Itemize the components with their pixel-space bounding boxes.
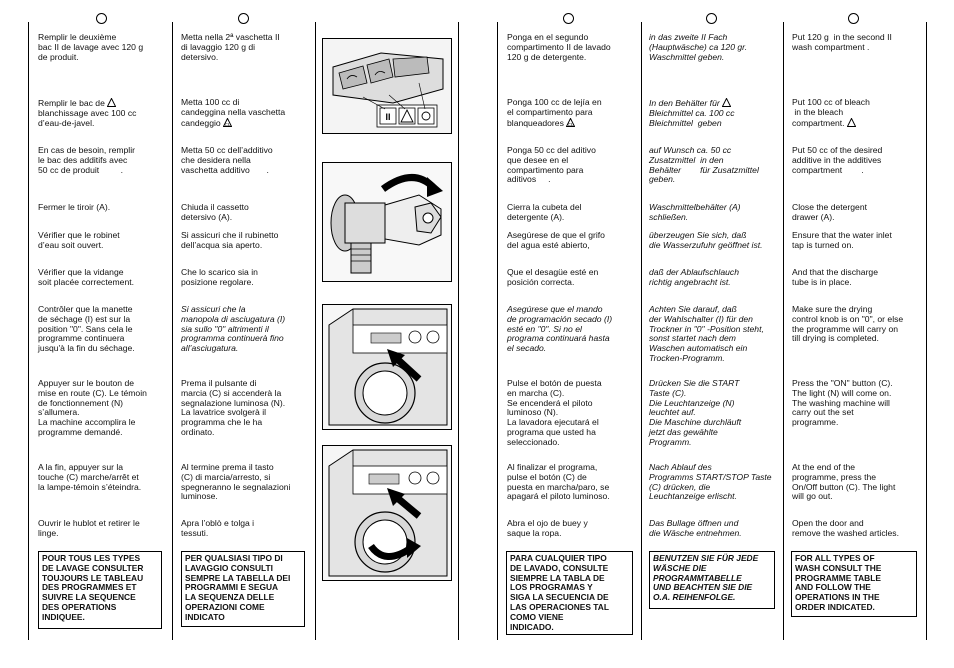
en-step-open-door: Open the door and remove the washed articles. bbox=[792, 518, 899, 538]
column-divider bbox=[28, 22, 29, 640]
it-step-detergent: Metta nella 2ª vaschetta II di lavaggio 120 g di detersivo. bbox=[181, 32, 280, 62]
fr-step-close-drawer: Fermer le tiroir (A). bbox=[38, 202, 111, 212]
es-step-bleach-text: Ponga 100 cc de lejía en el compartimento para blanqueadores bbox=[507, 97, 602, 128]
it-step-open-door: Apra l’oblò e tolga i tessuti. bbox=[181, 518, 255, 538]
fr-step-bleach-a: Remplir le bac de bbox=[38, 98, 108, 108]
fr-step-additive: En cas de besoin, remplir le bac des additifs avec 50 cc de produit . bbox=[38, 145, 135, 175]
it-programme-notice: PER QUALSIASI TIPO DI LAVAGGIO CONSULTI SEMPRE LA TABELLA DEI PROGRAMMI E SEGUA LA SEQUENZA DELLE OPERAZIONI COME INDICATO bbox=[181, 551, 305, 627]
it-step-bleach-text: Metta 100 cc di candeggina nella vaschetta candeggio bbox=[181, 97, 286, 128]
es-programme-notice: PARA CUALQUIER TIPO DE LAVADO, CONSULTE SIEMPRE LA TABLA DE LOS PROGRAMAS Y SIGA LA SECUENCIA DE LAS OPERACIONES TAL COMO VIENE INDICADO. bbox=[506, 551, 633, 635]
es-step-detergent: Ponga en el segundo compartimento II de lavado 120 g de detergente. bbox=[507, 32, 611, 62]
fr-step-end: A la fin, appuyer sur la touche (C) marche/arrêt et la lampe-témoin s’éteindra. bbox=[38, 462, 142, 492]
bleach-triangle-icon bbox=[566, 118, 575, 127]
en-step-additive: Put 50 cc of the desired additive in the additives compartment . bbox=[792, 145, 883, 175]
es-step-end: Al finalizar el programa, pulse el botón (C) de puesta en marcha/paro, se apagará el piloto luminoso. bbox=[507, 462, 610, 502]
de-step-close-drawer: Waschmittelbehälter (A) schließen. bbox=[649, 202, 741, 222]
fr-step-bleach bbox=[38, 98, 136, 128]
machine-start-drawing bbox=[323, 305, 451, 429]
de-step-bleach-a: In den Behälter für bbox=[649, 98, 723, 108]
machine-door-drawing bbox=[323, 446, 451, 580]
en-step-drain: And that the discharge tube is in place. bbox=[792, 267, 878, 287]
column-divider bbox=[641, 22, 642, 640]
machine-door-illustration bbox=[322, 445, 452, 581]
language-marker-de bbox=[706, 13, 717, 24]
en-step-start: Press the "ON" button (C). The light (N) will come on. The washing machine will carry out the set programme. bbox=[792, 378, 893, 428]
en-step-bleach bbox=[792, 98, 870, 128]
bleach-triangle-icon bbox=[107, 98, 116, 107]
en-programme-notice: FOR ALL TYPES OF WASH CONSULT THE PROGRAMME TABLE AND FOLLOW THE OPERATIONS IN THE ORDER INDICATED. bbox=[791, 551, 917, 617]
column-divider bbox=[315, 22, 316, 640]
de-step-detergent: in das zweite II Fach (Hauptwäsche) ca 120 gr. Waschmittel geben. bbox=[649, 32, 748, 62]
it-step-drying-knob: Si assicuri che la manopola di asciugatura (I) sia sullo "0" altrimenti il programma continuerà fino all’asciugatura. bbox=[181, 304, 286, 354]
it-step-drain: Che lo scarico sia in posizione regolare. bbox=[181, 267, 258, 287]
fr-step-bleach-b: blanchissage avec 100 cc d’eau-de-javel. bbox=[38, 107, 137, 128]
de-step-water-tap: überzeugen Sie sich, daß die Wasserzufuhr geöffnet ist. bbox=[649, 230, 763, 250]
de-step-additive: auf Wunsch ca. 50 cc Zusatzmittel in den Behälter für Zusatzmittel geben. bbox=[649, 145, 759, 185]
de-step-end: Nach Ablauf des Programms START/STOP Taste (C) drücken, die Leuchtanzeige erlischt. bbox=[649, 462, 772, 502]
bleach-triangle-icon bbox=[722, 98, 731, 107]
de-step-drying-knob: Achten Sie darauf, daß der Wahlschalter (I) für den Trockner in "0" -Position steht, sonst startet nach dem Waschen automatisch ein Trocken-Programm. bbox=[649, 304, 764, 363]
svg-text:CL: CL bbox=[224, 121, 231, 127]
column-divider bbox=[172, 22, 173, 640]
fr-step-start: Appuyer sur le bouton de mise en route (C). Le témoin de fonctionnement (N) s’allumera. La machine accomplira le programme demandé. bbox=[38, 378, 147, 437]
de-step-start: Drücken Sie die START Taste (C). Die Leuchtanzeige (N) leuchtet auf. Die Maschine durchläuft jetzt das gewählte Programm. bbox=[649, 378, 742, 447]
en-step-bleach-text: Put 100 cc of bleach in the bleach compartment. bbox=[792, 97, 870, 128]
es-step-drying-knob: Asegúrese que el mando de programación secado (I) esté en "0". Si no el programa continuará hasta el secado. bbox=[507, 304, 613, 354]
es-step-close-drawer: Cierra la cubeta del detergente (A). bbox=[507, 202, 582, 222]
bleach-triangle-icon bbox=[223, 118, 232, 127]
en-step-water-tap: Ensure that the water inlet tap is turned on. bbox=[792, 230, 892, 250]
it-step-start: Prema il pulsante di marcia (C) si accenderà la segnalazione luminosa (N). La lavatrice svolgerà il programma che le ha ordinato. bbox=[181, 378, 286, 437]
drawer-label-ii: II bbox=[385, 112, 391, 122]
water-tap-illustration bbox=[322, 162, 452, 282]
es-step-water-tap: Asegúrese de que el grifo del agua esté abierto, bbox=[507, 230, 605, 250]
fr-step-water-tap: Vérifier que le robinet d’eau soit ouvert. bbox=[38, 230, 120, 250]
it-step-water-tap: Si assicuri che il rubinetto dell’acqua sia aperto. bbox=[181, 230, 279, 250]
column-divider bbox=[783, 22, 784, 640]
fr-step-open-door: Ouvrir le hublot et retirer le linge. bbox=[38, 518, 140, 538]
language-marker-es bbox=[563, 13, 574, 24]
column-divider bbox=[497, 22, 498, 640]
column-divider bbox=[926, 22, 927, 640]
fr-step-drain: Vérifier que la vidange soit placée correctement. bbox=[38, 267, 135, 287]
it-step-close-drawer: Chiuda il cassetto detersivo (A). bbox=[181, 202, 249, 222]
es-step-bleach bbox=[507, 98, 602, 128]
it-step-end: Al termine prema il tasto (C) di marcia/arresto, si spegneranno le segnalazioni luminose. bbox=[181, 462, 291, 502]
it-step-bleach bbox=[181, 98, 285, 128]
en-step-drying-knob: Make sure the drying control knob is on "0", or else the programme will carry on till drying is completed. bbox=[792, 304, 904, 344]
fr-step-detergent: Remplir le deuxième bac II de lavage avec 120 g de produit. bbox=[38, 32, 144, 62]
en-step-end: At the end of the programme, press the On/Off button (C). The light will go out. bbox=[792, 462, 896, 502]
svg-text:CL: CL bbox=[567, 121, 574, 127]
language-marker-it bbox=[238, 13, 249, 24]
fr-programme-notice: POUR TOUS LES TYPES DE LAVAGE CONSULTER TOUJOURS LE TABLEAU DES PROGRAMMES ET SUIVRE LA SEQUENCE DES OPERATIONS INDIQUEE. bbox=[38, 551, 162, 629]
fr-step-drying-knob: Contrôler que la manette de séchage (I) est sur la position "0". Sans cela le programme continuera jusqu'à la fin du séchage. bbox=[38, 304, 135, 354]
language-marker-fr bbox=[96, 13, 107, 24]
column-divider bbox=[458, 22, 459, 640]
de-programme-notice: BENUTZEN SIE FÜR JEDE WÄSCHE DIE PROGRAMMTABELLE UND BEACHTEN SIE DIE O.A. REIHENFOLGE. bbox=[649, 551, 775, 609]
es-step-drain: Que el desagüe esté en posición correcta. bbox=[507, 267, 599, 287]
es-step-open-door: Abra el ojo de buey y saque la ropa. bbox=[507, 518, 588, 538]
de-step-open-door: Das Bullage öffnen und die Wäsche entnehmen. bbox=[649, 518, 742, 538]
detergent-drawer-illustration bbox=[322, 38, 452, 134]
de-step-drain: daß der Ablaufschlauch richtig angebracht ist. bbox=[649, 267, 739, 287]
es-step-start: Pulse el botón de puesta en marcha (C). Se encenderá el piloto luminoso (N). La lavadora ejecutará el programa que usted ha seleccionado. bbox=[507, 378, 602, 447]
water-tap-drawing bbox=[323, 163, 451, 281]
bleach-triangle-icon bbox=[847, 118, 856, 127]
machine-start-illustration bbox=[322, 304, 452, 430]
en-step-detergent: Put 120 g in the second II wash compartment . bbox=[792, 32, 892, 52]
it-step-additive: Metta 50 cc dell’additivo che desidera nella vaschetta additivo . bbox=[181, 145, 273, 175]
en-step-close-drawer: Close the detergent drawer (A). bbox=[792, 202, 868, 222]
de-step-bleach bbox=[649, 98, 735, 128]
detergent-drawer-drawing bbox=[323, 39, 451, 133]
es-step-additive: Ponga 50 cc del aditivo que desee en el compartimento para aditivos . bbox=[507, 145, 596, 185]
de-step-bleach-b: Bleichmittel ca. 100 cc Bleichmittel geben bbox=[649, 107, 735, 128]
language-marker-en bbox=[848, 13, 859, 24]
